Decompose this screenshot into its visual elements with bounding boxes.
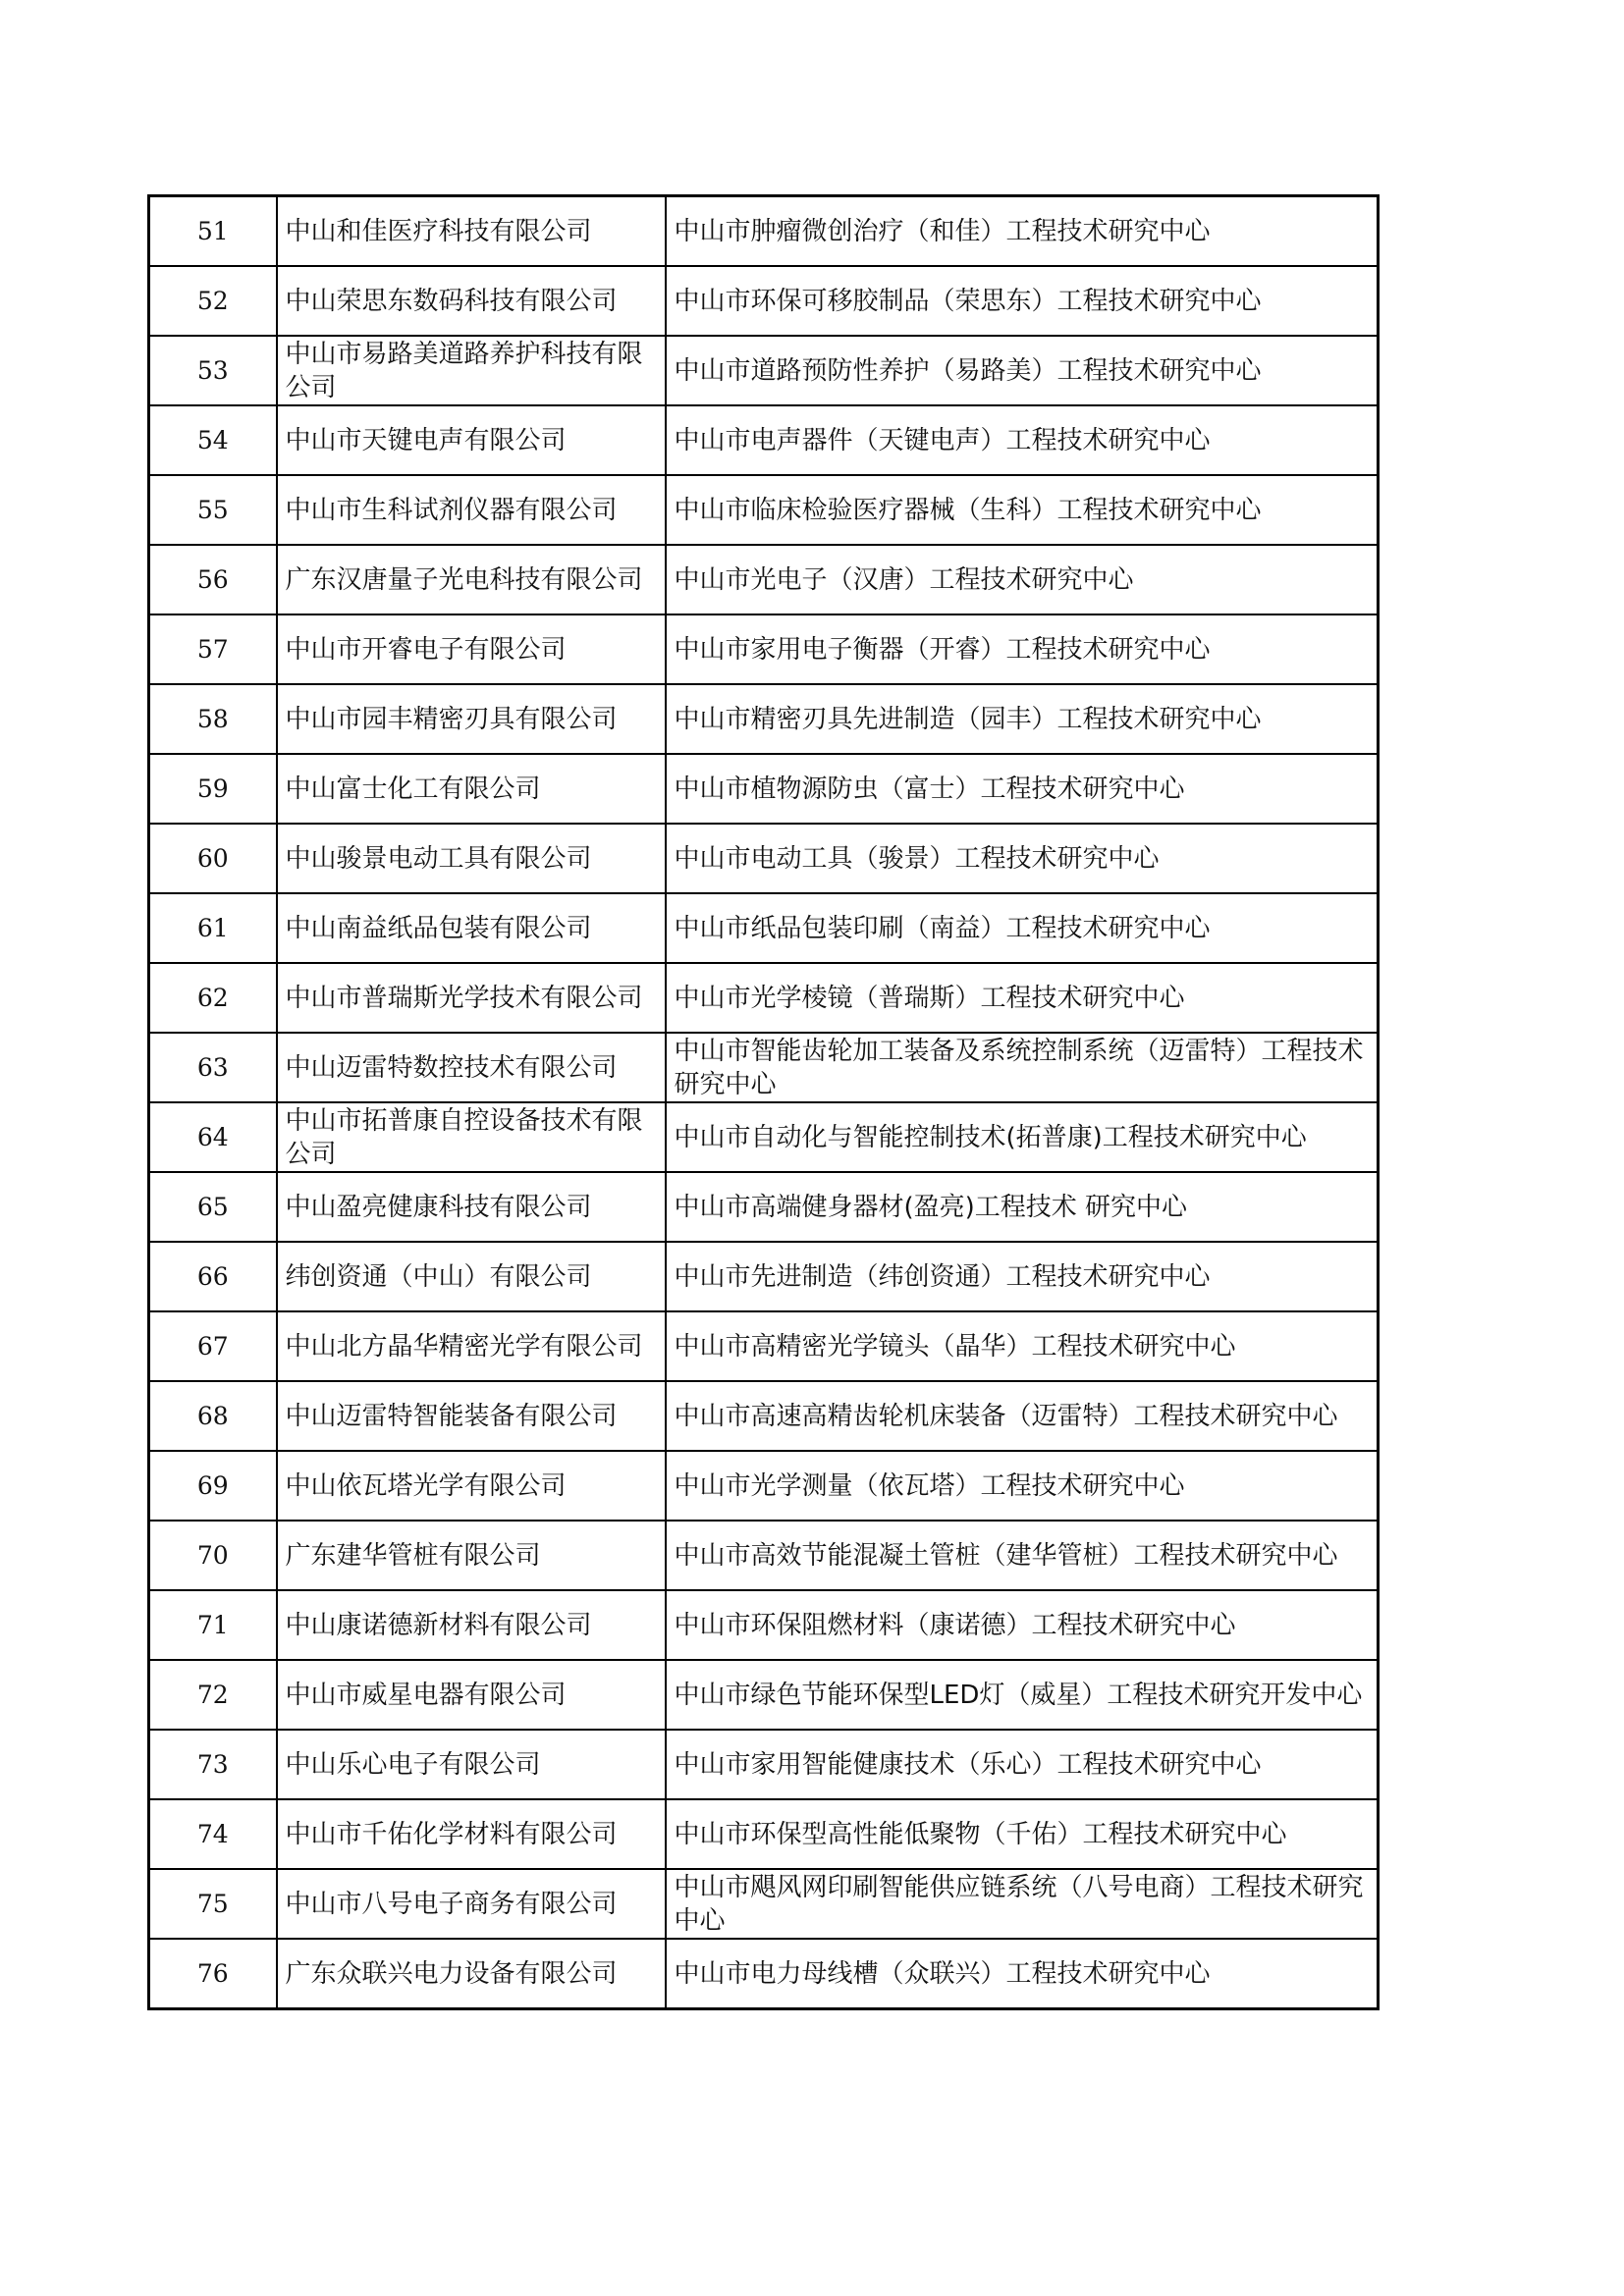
table-row [149,1451,1379,1521]
research-center-name: 中山市道路预防性养护（易路美）工程技术研究中心 [666,336,1379,405]
company-name: 中山迈雷特智能装备有限公司 [277,1381,666,1451]
row-number: 72 [149,1660,277,1730]
research-center-name: 中山市环保可移胶制品（荣思东）工程技术研究中心 [666,266,1379,336]
research-center-name: 中山市家用智能健康技术（乐心）工程技术研究中心 [666,1730,1379,1799]
row-number: 56 [149,545,277,614]
table-row [149,1311,1379,1381]
row-number: 63 [149,1033,277,1102]
company-name: 广东众联兴电力设备有限公司 [277,1939,666,2009]
company-name: 中山迈雷特数控技术有限公司 [277,1033,666,1102]
research-center-name: 中山市电动工具（骏景）工程技术研究中心 [666,824,1379,893]
row-number: 64 [149,1102,277,1172]
row-number: 61 [149,893,277,963]
row-number: 74 [149,1799,277,1869]
table-row [149,1521,1379,1590]
research-center-name: 中山市纸品包装印刷（南益）工程技术研究中心 [666,893,1379,963]
company-name: 中山市园丰精密刃具有限公司 [277,684,666,754]
table-row [149,1730,1379,1799]
research-center-name: 中山市先进制造（纬创资通）工程技术研究中心 [666,1242,1379,1311]
row-number: 51 [149,196,277,267]
research-center-name: 中山市飓风网印刷智能供应链系统（八号电商）工程技术研究中心 [666,1869,1379,1939]
row-number: 66 [149,1242,277,1311]
table-row [149,614,1379,684]
table-row [149,893,1379,963]
company-name: 广东汉唐量子光电科技有限公司 [277,545,666,614]
company-name: 中山骏景电动工具有限公司 [277,824,666,893]
table-row [149,1799,1379,1869]
table-row [149,475,1379,545]
table-row [149,336,1379,405]
company-name: 中山市天键电声有限公司 [277,405,666,475]
research-center-name: 中山市肿瘤微创治疗（和佳）工程技术研究中心 [666,196,1379,267]
company-name: 中山市拓普康自控设备技术有限公司 [277,1102,666,1172]
research-center-name: 中山市高速高精齿轮机床装备（迈雷特）工程技术研究中心 [666,1381,1379,1451]
row-number: 75 [149,1869,277,1939]
table-body [149,196,1379,2009]
research-center-name: 中山市环保阻燃材料（康诺德）工程技术研究中心 [666,1590,1379,1660]
row-number: 71 [149,1590,277,1660]
table-row [149,824,1379,893]
research-center-name: 中山市电力母线槽（众联兴）工程技术研究中心 [666,1939,1379,2009]
research-center-name: 中山市环保型高性能低聚物（千佑）工程技术研究中心 [666,1799,1379,1869]
research-center-name: 中山市绿色节能环保型LED灯（威星）工程技术研究开发中心 [666,1660,1379,1730]
row-number: 67 [149,1311,277,1381]
research-center-name: 中山市精密刃具先进制造（园丰）工程技术研究中心 [666,684,1379,754]
table-row [149,196,1379,267]
company-name: 中山康诺德新材料有限公司 [277,1590,666,1660]
table-row [149,1242,1379,1311]
research-center-name: 中山市植物源防虫（富士）工程技术研究中心 [666,754,1379,824]
company-name: 中山市八号电子商务有限公司 [277,1869,666,1939]
table-row [149,1939,1379,2009]
company-name: 纬创资通（中山）有限公司 [277,1242,666,1311]
company-name: 中山荣思东数码科技有限公司 [277,266,666,336]
table-row [149,1869,1379,1939]
company-name: 中山北方晶华精密光学有限公司 [277,1311,666,1381]
research-center-name: 中山市临床检验医疗器械（生科）工程技术研究中心 [666,475,1379,545]
row-number: 59 [149,754,277,824]
company-name: 中山市生科试剂仪器有限公司 [277,475,666,545]
centers-table [147,194,1380,2010]
row-number: 54 [149,405,277,475]
company-name: 中山富士化工有限公司 [277,754,666,824]
row-number: 52 [149,266,277,336]
company-name: 中山和佳医疗科技有限公司 [277,196,666,267]
research-center-name: 中山市光学棱镜（普瑞斯）工程技术研究中心 [666,963,1379,1033]
table-row [149,1172,1379,1242]
table-row [149,405,1379,475]
table-row [149,754,1379,824]
research-center-name: 中山市高端健身器材(盈亮)工程技术 研究中心 [666,1172,1379,1242]
company-name: 中山市千佑化学材料有限公司 [277,1799,666,1869]
research-center-name: 中山市高精密光学镜头（晶华）工程技术研究中心 [666,1311,1379,1381]
row-number: 57 [149,614,277,684]
row-number: 73 [149,1730,277,1799]
row-number: 76 [149,1939,277,2009]
company-name: 中山盈亮健康科技有限公司 [277,1172,666,1242]
research-center-name: 中山市智能齿轮加工装备及系统控制系统（迈雷特）工程技术研究中心 [666,1033,1379,1102]
row-number: 60 [149,824,277,893]
research-center-name: 中山市光学测量（依瓦塔）工程技术研究中心 [666,1451,1379,1521]
research-center-name: 中山市高效节能混凝土管桩（建华管桩）工程技术研究中心 [666,1521,1379,1590]
company-name: 广东建华管桩有限公司 [277,1521,666,1590]
table-row [149,1590,1379,1660]
company-name: 中山南益纸品包装有限公司 [277,893,666,963]
research-center-name: 中山市家用电子衡器（开睿）工程技术研究中心 [666,614,1379,684]
table-row [149,545,1379,614]
row-number: 69 [149,1451,277,1521]
company-name: 中山市威星电器有限公司 [277,1660,666,1730]
row-number: 62 [149,963,277,1033]
company-name: 中山乐心电子有限公司 [277,1730,666,1799]
table-row [149,266,1379,336]
row-number: 58 [149,684,277,754]
table-row [149,1660,1379,1730]
company-name: 中山依瓦塔光学有限公司 [277,1451,666,1521]
table-row [149,963,1379,1033]
company-name: 中山市易路美道路养护科技有限公司 [277,336,666,405]
row-number: 70 [149,1521,277,1590]
research-center-name: 中山市自动化与智能控制技术(拓普康)工程技术研究中心 [666,1102,1379,1172]
row-number: 65 [149,1172,277,1242]
research-center-name: 中山市电声器件（天键电声）工程技术研究中心 [666,405,1379,475]
row-number: 68 [149,1381,277,1451]
table-row [149,1033,1379,1102]
table-row [149,1381,1379,1451]
company-name: 中山市普瑞斯光学技术有限公司 [277,963,666,1033]
company-name: 中山市开睿电子有限公司 [277,614,666,684]
table-row [149,684,1379,754]
row-number: 55 [149,475,277,545]
research-center-name: 中山市光电子（汉唐）工程技术研究中心 [666,545,1379,614]
table-row [149,1102,1379,1172]
row-number: 53 [149,336,277,405]
